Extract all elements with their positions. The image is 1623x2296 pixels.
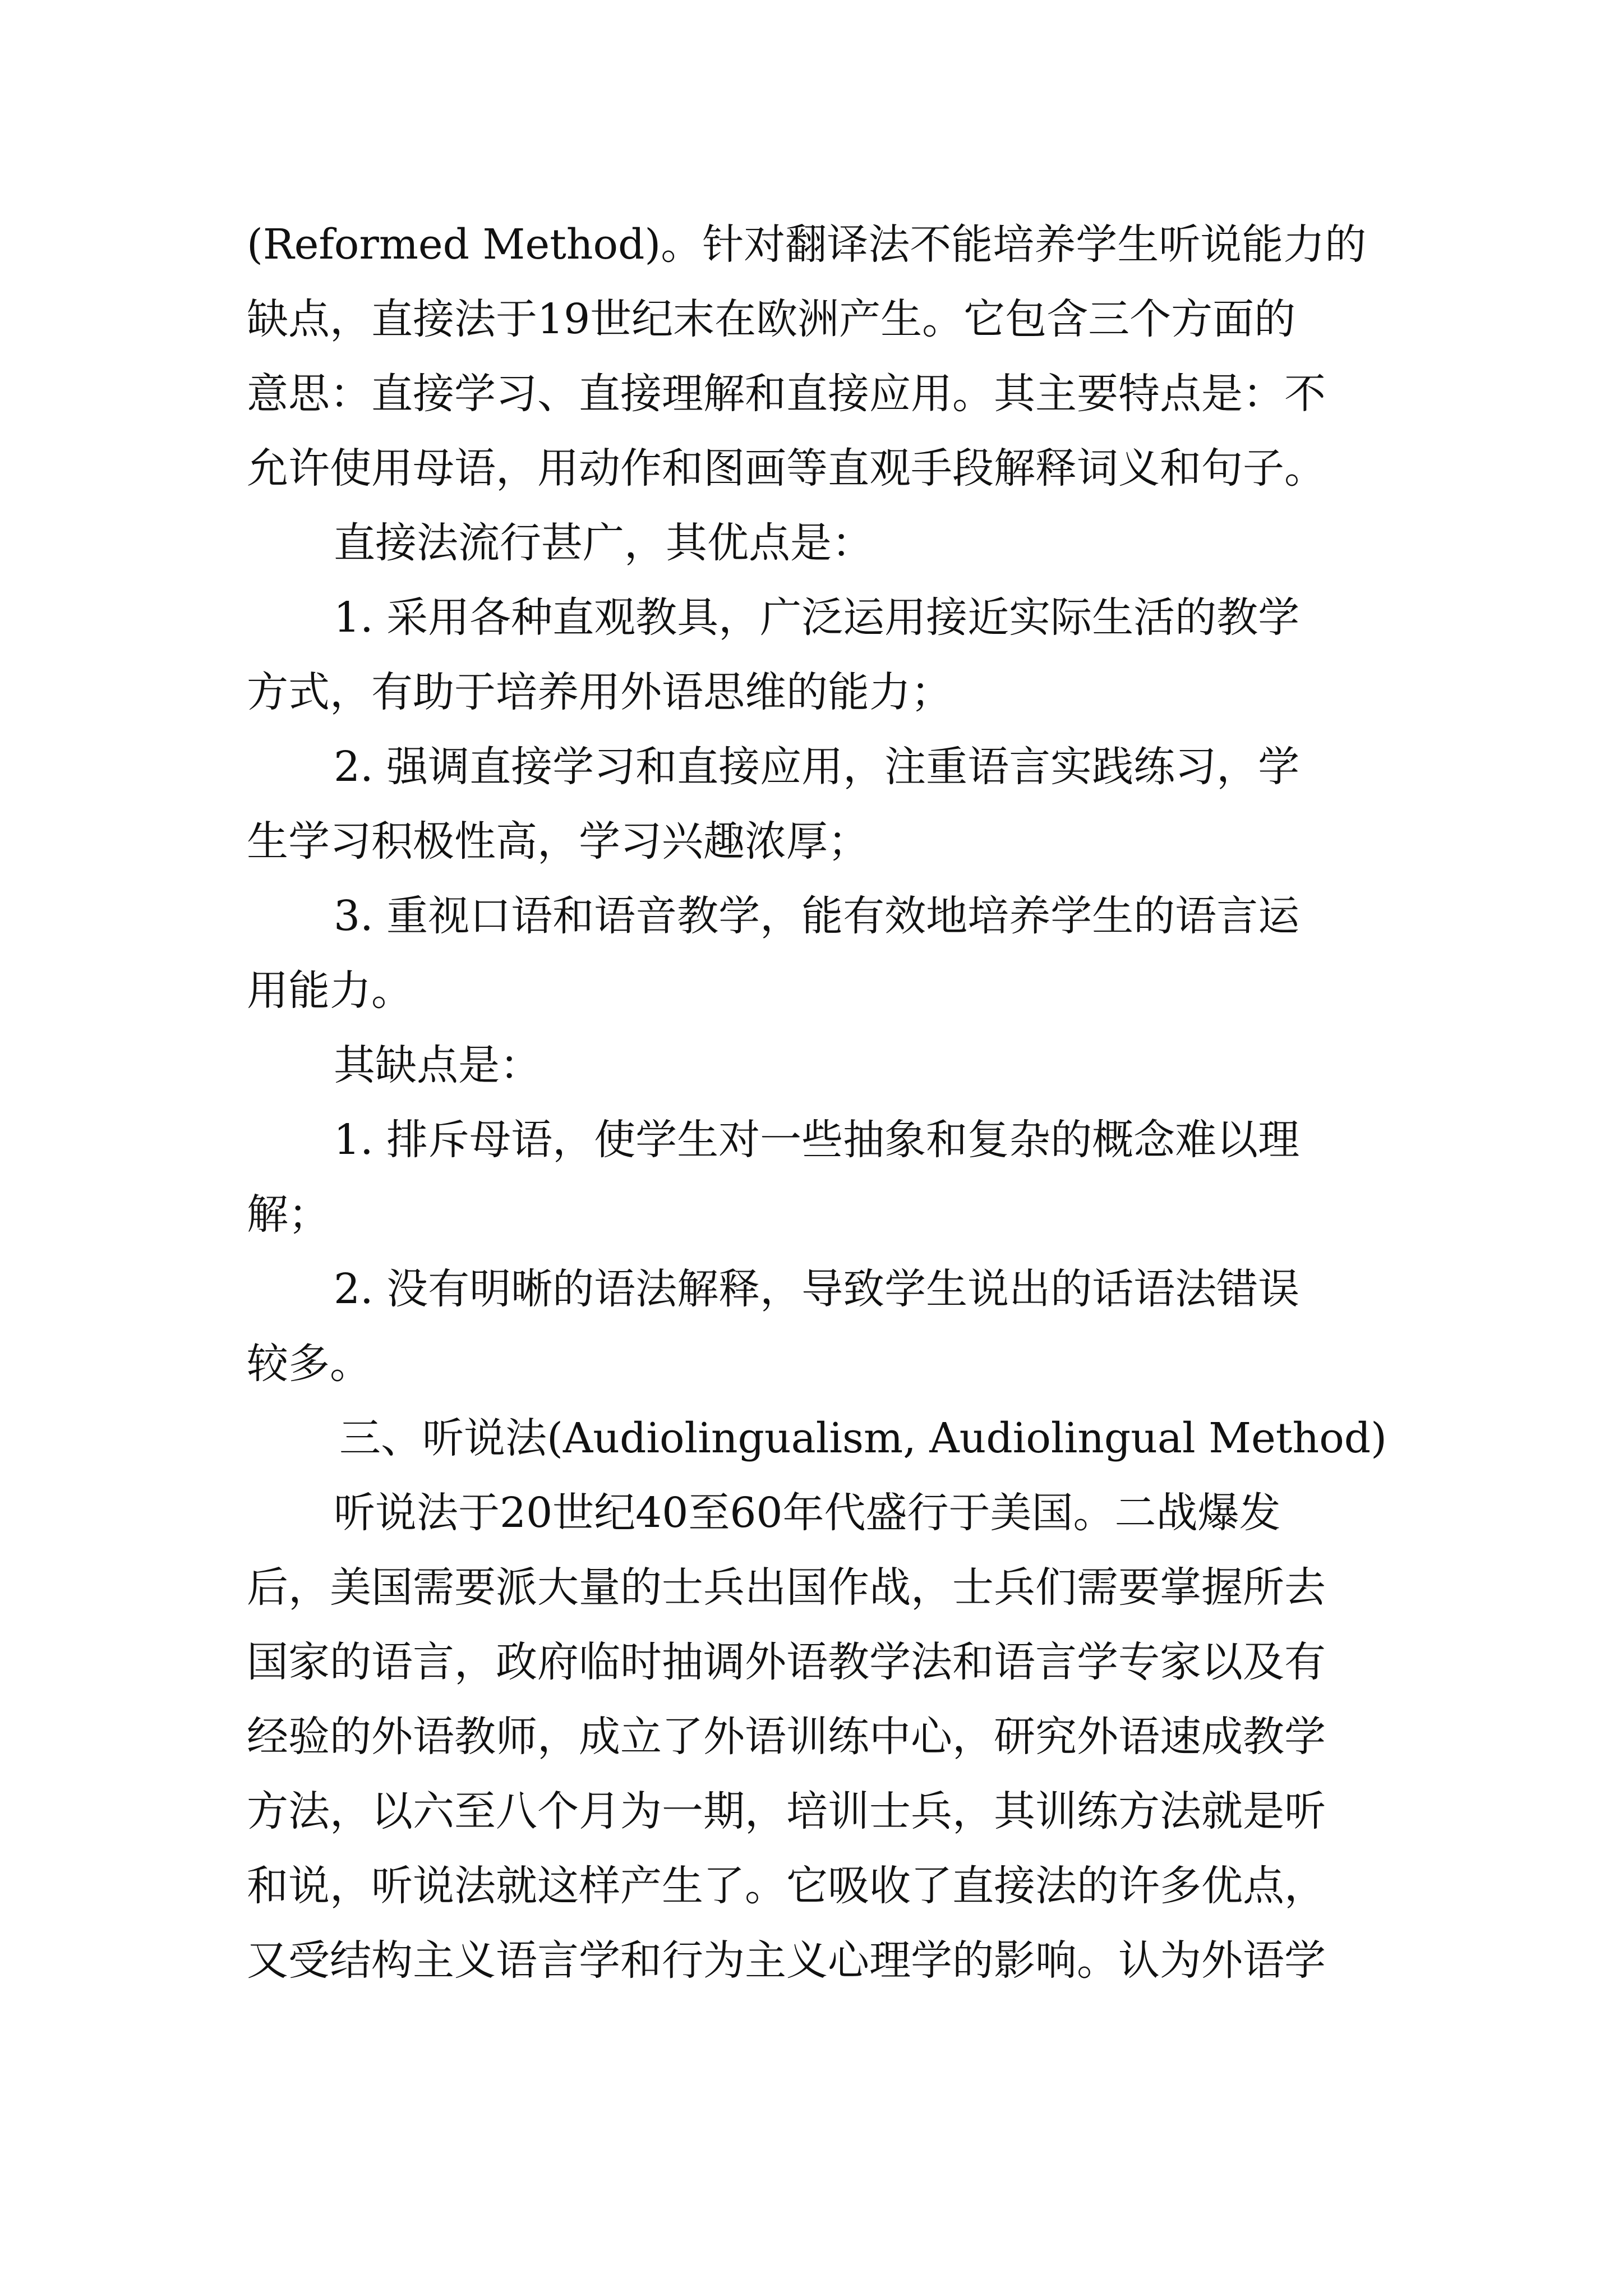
text-line: 允许使用母语，用动作和图画等直观手段解释词义和句子。 [247,444,1326,493]
text-line: 经验的外语教师，成立了外语训练中心，研究外语速成教学 [247,1713,1326,1761]
text-line: 方式，有助于培养用外语思维的能力； [247,668,952,716]
text-line: 国家的语言，政府临时抽调外语教学法和语言学专家以及有 [247,1638,1326,1686]
list-item-advantage-2: 2. 强调直接学习和直接应用，注重语言实践练习，学 [334,743,1300,791]
text-line: 听说法于20世纪40至60年代盛行于美国。二战爆发 [334,1489,1281,1537]
text-line: 生学习积极性高，学习兴趣浓厚； [247,817,869,866]
text-line: 其缺点是： [334,1041,541,1089]
list-item-disadvantage-1: 1. 排斥母语，使学生对一些抽象和复杂的概念难以理 [334,1116,1300,1164]
list-item-disadvantage-2: 2. 没有明晰的语法解释，导致学生说出的话语法错误 [334,1265,1300,1313]
list-item-advantage-1: 1. 采用各种直观教具，广泛运用接近实际生活的教学 [334,593,1300,642]
text-line: 又受结构主义语言学和行为主义心理学的影响。认为外语学 [247,1936,1326,1985]
text-line: 较多。 [247,1340,371,1388]
text-line: 后，美国需要派大量的士兵出国作战，士兵们需要掌握所去 [247,1563,1326,1612]
body-text [247,208,1391,1998]
text-line: 解； [247,1190,330,1239]
text-line: 方法，以六至八个月为一期，培训士兵，其训练方法就是听 [247,1787,1326,1835]
text-line: 和说，听说法就这样产生了。它吸收了直接法的许多优点， [247,1862,1326,1910]
text-line: 意思：直接学习、直接理解和直接应用。其主要特点是：不 [247,370,1326,418]
text-line: 缺点，直接法于19世纪末在欧洲产生。它包含三个方面的 [247,295,1296,343]
section-heading: 三、听说法(Audiolingualism, Audiolingual Method) [339,1414,1387,1462]
text-line: 用能力。 [247,967,413,1015]
text-line: 直接法流行甚广，其优点是： [334,519,873,567]
list-item-advantage-3: 3. 重视口语和语音教学，能有效地培养学生的语言运 [334,892,1300,940]
text-line: (Reformed Method)。针对翻译法不能培养学生听说能力的 [247,220,1367,269]
